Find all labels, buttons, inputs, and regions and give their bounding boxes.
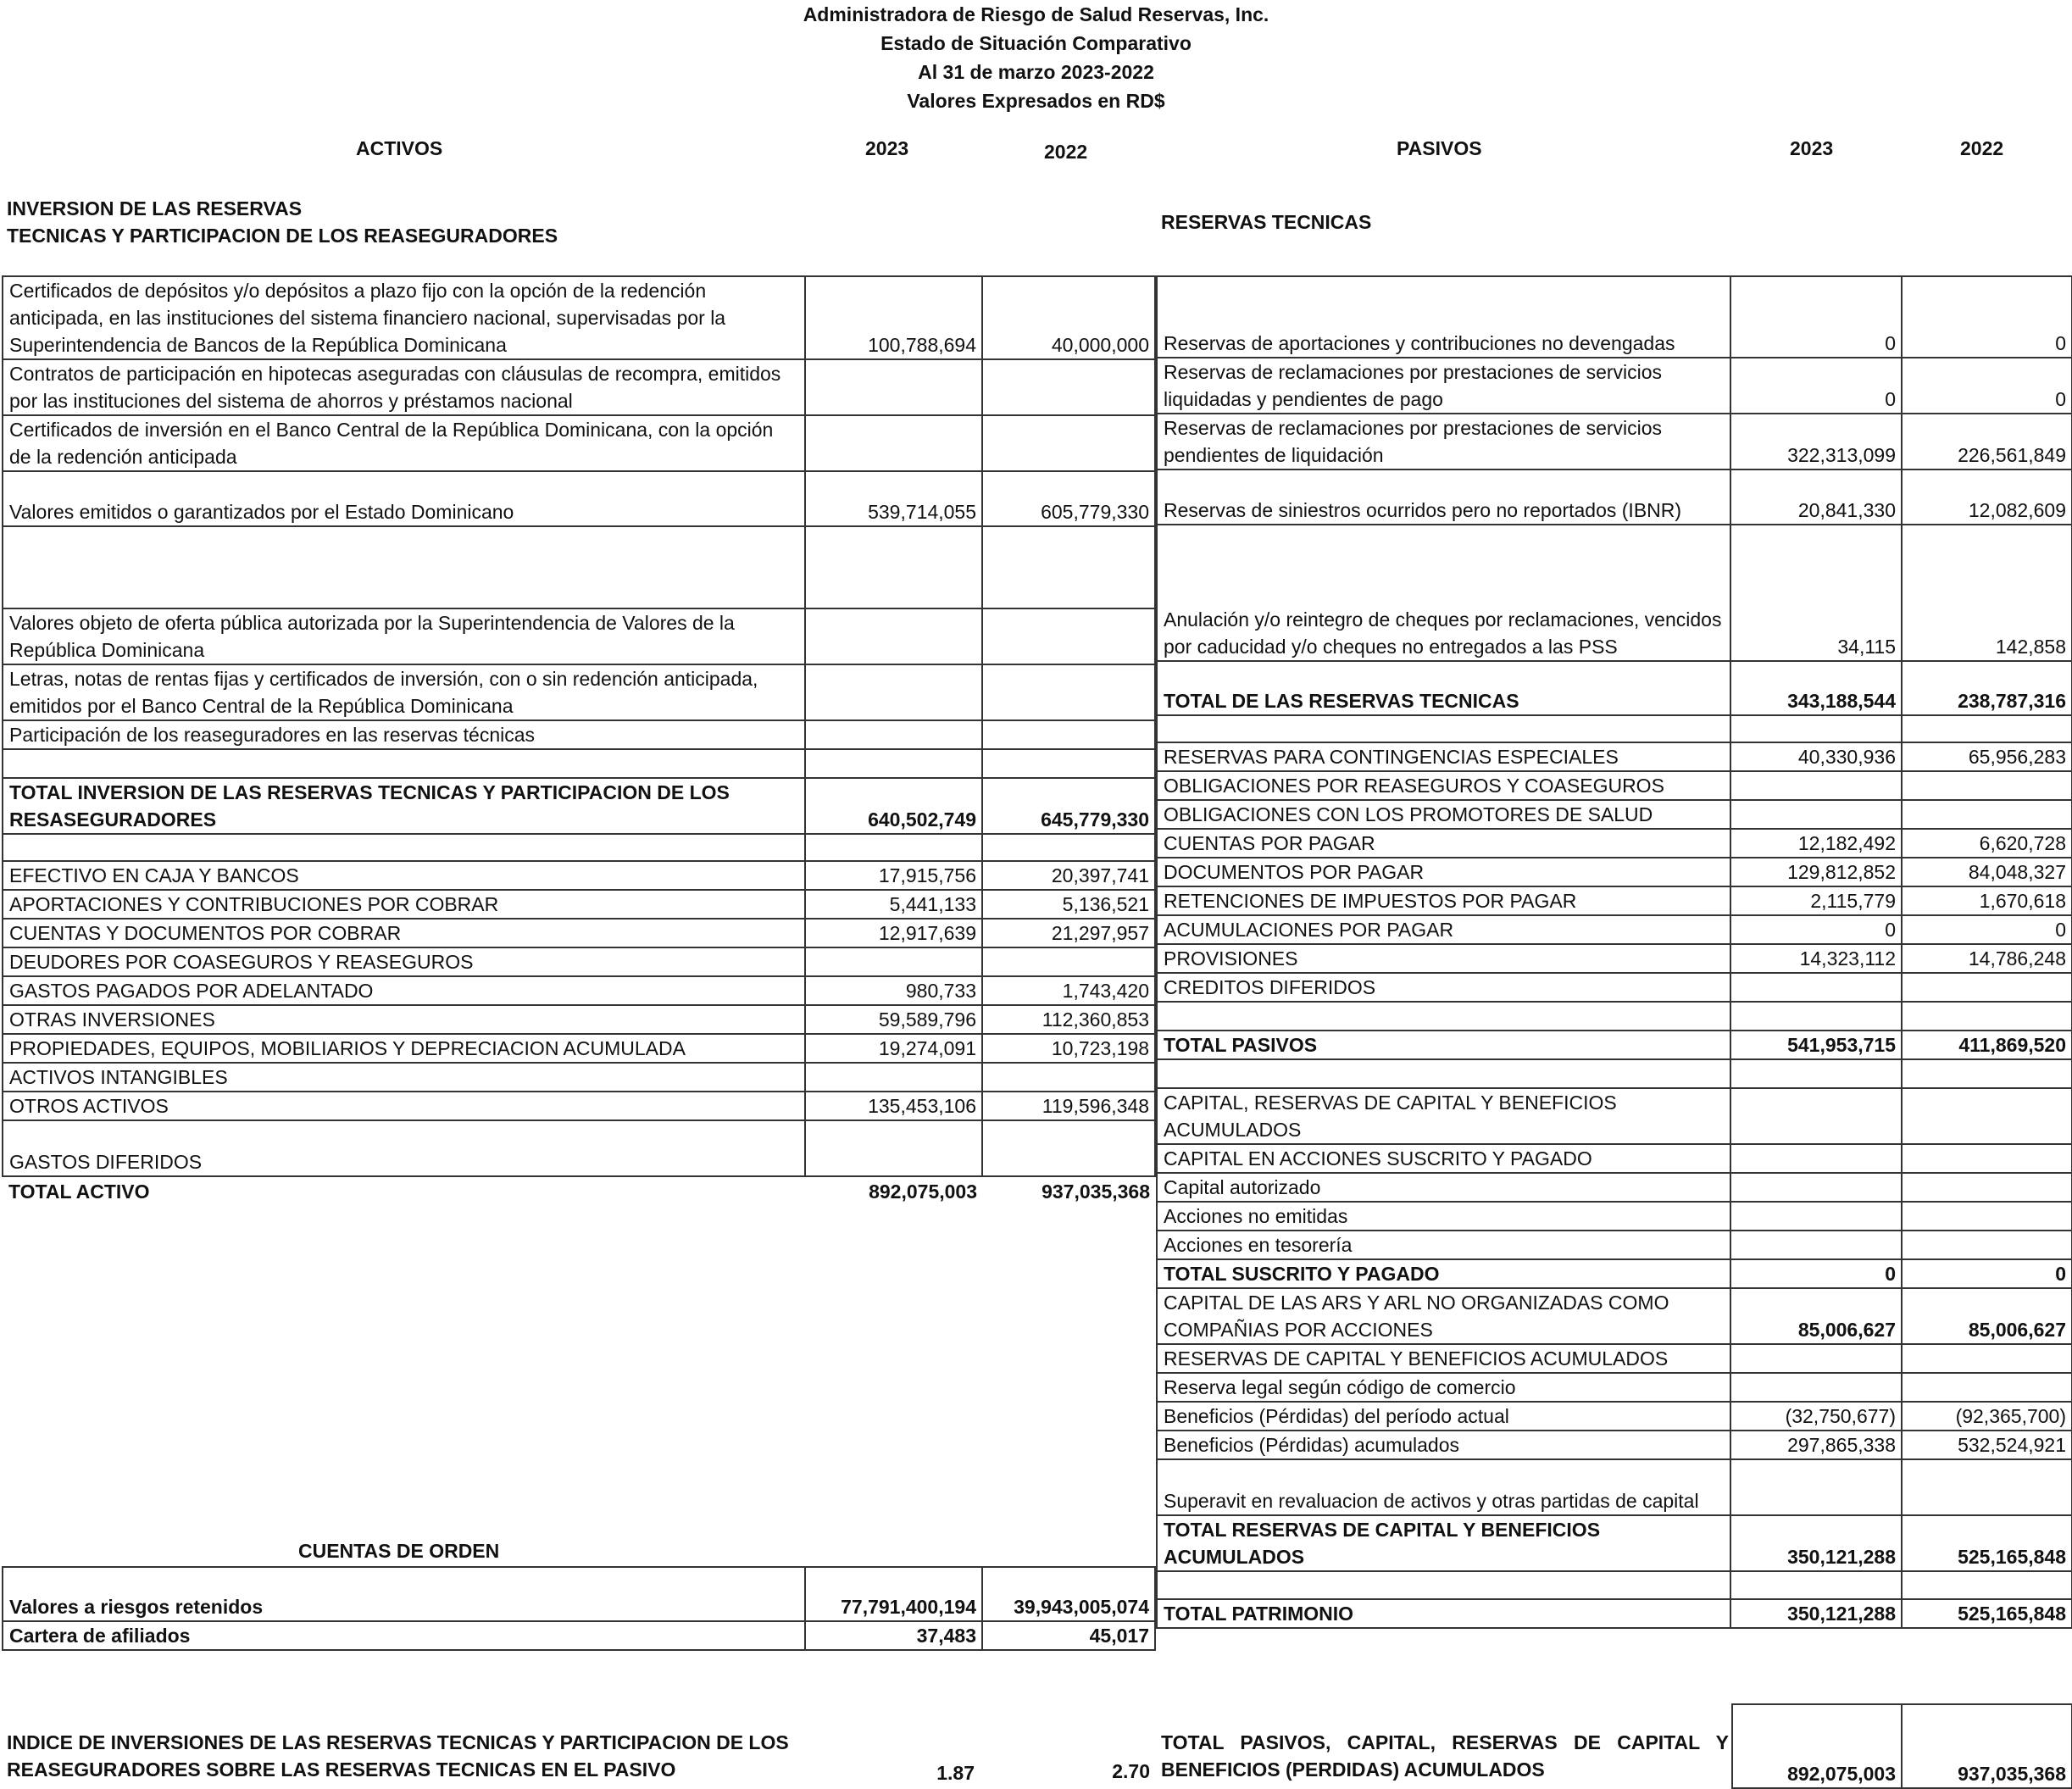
liability-label: Acciones en tesorería — [1157, 1231, 1730, 1259]
liability-value-2022 — [1902, 800, 2072, 829]
asset-value-2023: 980,733 — [805, 976, 982, 1005]
liability-value-2023: 0 — [1730, 1259, 1902, 1288]
liability-row — [1157, 973, 2072, 1002]
asset-value-2023 — [805, 359, 982, 415]
liability-value-2023: 350,121,288 — [1730, 1515, 1902, 1571]
asset-row — [3, 1005, 1155, 1034]
liabilities-column-header: PASIVOS — [1397, 137, 1482, 159]
liability-row — [1157, 276, 2072, 358]
liability-label: Capital autorizado — [1157, 1173, 1730, 1202]
liability-row — [1157, 1059, 2072, 1088]
liability-label: Reservas de siniestros ocurridos pero no reportados (IBNR) — [1157, 469, 1730, 525]
asset-row — [3, 749, 1155, 778]
total-liabilities-equity-2023: 892,075,003 — [1732, 1704, 1902, 1788]
asset-value-2022 — [982, 526, 1155, 608]
liability-value-2023 — [1730, 1059, 1902, 1088]
asset-label: TOTAL ACTIVO — [8, 1181, 150, 1203]
asset-label: Valores objeto de oferta pública autorizada por la Superintendencia de Valores de la República Dominicana — [3, 608, 805, 664]
asset-value-2023 — [805, 1120, 982, 1176]
liability-label: CAPITAL, RESERVAS DE CAPITAL Y BENEFICIOS ACUMULADOS — [1157, 1088, 1730, 1144]
liability-value-2023: 40,330,936 — [1730, 742, 1902, 771]
liability-value-2022: 14,786,248 — [1902, 944, 2072, 973]
asset-value-2022 — [982, 947, 1155, 976]
asset-label: Certificados de depósitos y/o depósitos a plazo fijo con la opción de la redención anticipada, en las instituciones del sistema financiero nacional, supervisadas por la Superintendencia de Bancos de la República Dominicana — [3, 276, 805, 359]
liability-value-2023 — [1730, 1144, 1902, 1173]
asset-row — [3, 1034, 1155, 1063]
liability-value-2023: 12,182,492 — [1730, 829, 1902, 858]
company-name: Administradora de Riesgo de Salud Reservas, Inc. — [803, 3, 1269, 25]
liability-value-2022: 411,869,520 — [1902, 1031, 2072, 1059]
orden-value-2022: 39,943,005,074 — [982, 1567, 1155, 1621]
asset-value-2023: 17,915,756 — [805, 861, 982, 890]
liability-value-2022: (92,365,700) — [1902, 1402, 2072, 1431]
liability-label: CREDITOS DIFERIDOS — [1157, 973, 1730, 1002]
liability-label — [1157, 1002, 1730, 1031]
liability-label: PROVISIONES — [1157, 944, 1730, 973]
asset-value-2023: 892,075,003 — [869, 1181, 977, 1203]
asset-row — [3, 834, 1155, 861]
liability-value-2022: 525,165,848 — [1902, 1599, 2072, 1628]
report-header — [0, 0, 2072, 115]
liability-row — [1157, 715, 2072, 742]
liability-value-2023: 0 — [1730, 358, 1902, 414]
liability-value-2023: 297,865,338 — [1730, 1431, 1902, 1459]
asset-value-2023: 640,502,749 — [805, 778, 982, 834]
asset-label: TOTAL INVERSION DE LAS RESERVAS TECNICAS Y PARTICIPACION DE LOS RESASEGURADORES — [3, 778, 805, 834]
asset-value-2023 — [805, 834, 982, 861]
index-label: INDICE DE INVERSIONES DE LAS RESERVAS TECNICAS Y PARTICIPACION DE LOS REASEGURADORES SOBRE LAS RESERVAS TECNICAS EN EL PASIVO — [7, 1731, 789, 1781]
asset-label: EFECTIVO EN CAJA Y BANCOS — [3, 861, 805, 890]
liability-value-2023: 20,841,330 — [1730, 469, 1902, 525]
liability-row — [1157, 742, 2072, 771]
liability-row — [1157, 1402, 2072, 1431]
liability-row — [1157, 1571, 2072, 1599]
liability-value-2023 — [1730, 1344, 1902, 1373]
liability-label: RESERVAS PARA CONTINGENCIAS ESPECIALES — [1157, 742, 1730, 771]
asset-row — [3, 1176, 1155, 1205]
asset-label: Letras, notas de rentas fijas y certificados de inversión, con o sin redención anticipada, emitidos por el Banco Central de la República Dominicana — [3, 664, 805, 720]
asset-value-2022: 937,035,368 — [1042, 1181, 1150, 1203]
asset-label: OTROS ACTIVOS — [3, 1092, 805, 1120]
asset-value-2022: 645,779,330 — [982, 778, 1155, 834]
liability-row — [1157, 1144, 2072, 1173]
asset-value-2023: 100,788,694 — [805, 276, 982, 359]
liability-value-2023: 541,953,715 — [1730, 1031, 1902, 1059]
report-date: Al 31 de marzo 2023-2022 — [918, 61, 1154, 83]
liability-label: Reservas de reclamaciones por prestaciones de servicios liquidadas y pendientes de pago — [1157, 358, 1730, 414]
asset-label — [3, 526, 805, 608]
liability-row — [1157, 944, 2072, 973]
liability-value-2022: 0 — [1902, 1259, 2072, 1288]
asset-value-2023 — [805, 1063, 982, 1092]
liability-value-2022: 238,787,316 — [1902, 661, 2072, 715]
liability-value-2023: 2,115,779 — [1730, 886, 1902, 915]
orden-row — [3, 1567, 1155, 1621]
asset-value-2022 — [982, 415, 1155, 471]
liability-label: Reserva legal según código de comercio — [1157, 1373, 1730, 1402]
asset-row — [3, 415, 1155, 471]
liability-value-2022 — [1902, 1173, 2072, 1202]
asset-label: Participación de los reaseguradores en las reservas técnicas — [3, 720, 805, 749]
liability-value-2022: 0 — [1902, 358, 2072, 414]
asset-value-2022 — [982, 359, 1155, 415]
liability-label: Reservas de reclamaciones por prestaciones de servicios pendientes de liquidación — [1157, 414, 1730, 469]
liability-label: TOTAL PASIVOS — [1157, 1031, 1730, 1059]
liability-value-2023: 322,313,099 — [1730, 414, 1902, 469]
asset-row — [3, 1092, 1155, 1120]
liability-label: ACUMULACIONES POR PAGAR — [1157, 915, 1730, 944]
orden-value-2023: 37,483 — [805, 1621, 982, 1650]
liability-row — [1157, 1599, 2072, 1628]
asset-row — [3, 1063, 1155, 1092]
asset-row — [3, 359, 1155, 415]
asset-row — [3, 861, 1155, 890]
asset-value-2023: 19,274,091 — [805, 1034, 982, 1063]
asset-row — [3, 526, 1155, 608]
asset-row — [3, 608, 1155, 664]
cuentas-orden-title: CUENTAS DE ORDEN — [298, 1540, 500, 1562]
liability-row — [1157, 1088, 2072, 1144]
asset-value-2022 — [982, 834, 1155, 861]
liability-value-2023: 14,323,112 — [1730, 944, 1902, 973]
liability-row — [1157, 829, 2072, 858]
liability-value-2023 — [1730, 973, 1902, 1002]
asset-row — [3, 664, 1155, 720]
asset-value-2022: 119,596,348 — [982, 1092, 1155, 1120]
asset-label: Valores emitidos o garantizados por el Estado Dominicano — [3, 471, 805, 526]
asset-value-2022 — [982, 1063, 1155, 1092]
liability-label: CAPITAL DE LAS ARS Y ARL NO ORGANIZADAS COMO COMPAÑIAS POR ACCIONES — [1157, 1288, 1730, 1344]
asset-label: OTRAS INVERSIONES — [3, 1005, 805, 1034]
asset-row — [3, 890, 1155, 919]
liability-value-2022 — [1902, 1202, 2072, 1231]
liability-row — [1157, 358, 2072, 414]
asset-value-2022: 5,136,521 — [982, 890, 1155, 919]
asset-value-2022: 605,779,330 — [982, 471, 1155, 526]
liability-value-2022 — [1902, 1459, 2072, 1515]
orden-value-2022: 45,017 — [982, 1621, 1155, 1650]
liability-row — [1157, 661, 2072, 715]
liability-label: Beneficios (Pérdidas) acumulados — [1157, 1431, 1730, 1459]
liability-value-2023: 0 — [1730, 915, 1902, 944]
liability-label: TOTAL PATRIMONIO — [1157, 1599, 1730, 1628]
asset-label: DEUDORES POR COASEGUROS Y REASEGUROS — [3, 947, 805, 976]
liability-value-2022: 84,048,327 — [1902, 858, 2072, 886]
report-currency: Valores Expresados en RD$ — [907, 90, 1165, 112]
liability-value-2023: 85,006,627 — [1730, 1288, 1902, 1344]
liability-label: Anulación y/o reintegro de cheques por reclamaciones, vencidos por caducidad y/o cheques no entregados a las PSS — [1157, 525, 1730, 661]
liability-label: DOCUMENTOS POR PAGAR — [1157, 858, 1730, 886]
left-section-title-1: INVERSION DE LAS RESERVAS — [7, 197, 303, 219]
liability-value-2022: 0 — [1902, 276, 2072, 358]
asset-label — [3, 834, 805, 861]
asset-row — [3, 778, 1155, 834]
liability-value-2022 — [1902, 1344, 2072, 1373]
left-section-title-2: TECNICAS Y PARTICIPACION DE LOS REASEGURADORES — [7, 225, 558, 247]
liability-value-2023: 129,812,852 — [1730, 858, 1902, 886]
asset-value-2022: 112,360,853 — [982, 1005, 1155, 1034]
total-liabilities-equity-2022: 937,035,368 — [1902, 1704, 2072, 1788]
liability-value-2022: 65,956,283 — [1902, 742, 2072, 771]
liability-value-2022: 0 — [1902, 915, 2072, 944]
asset-value-2023: 135,453,106 — [805, 1092, 982, 1120]
liability-value-2022: 12,082,609 — [1902, 469, 2072, 525]
asset-label: PROPIEDADES, EQUIPOS, MOBILIARIOS Y DEPRECIACION ACUMULADA — [3, 1034, 805, 1063]
asset-row — [3, 976, 1155, 1005]
liability-value-2023 — [1730, 1088, 1902, 1144]
liability-value-2022 — [1902, 973, 2072, 1002]
liability-row — [1157, 1431, 2072, 1459]
liability-row — [1157, 414, 2072, 469]
asset-value-2023: 5,441,133 — [805, 890, 982, 919]
liability-row — [1157, 771, 2072, 800]
asset-value-2023 — [805, 608, 982, 664]
asset-value-2023 — [805, 947, 982, 976]
liability-row — [1157, 1173, 2072, 1202]
liability-row — [1157, 1344, 2072, 1373]
liability-label: OBLIGACIONES CON LOS PROMOTORES DE SALUD — [1157, 800, 1730, 829]
liability-value-2023 — [1730, 800, 1902, 829]
liability-label: OBLIGACIONES POR REASEGUROS Y COASEGUROS — [1157, 771, 1730, 800]
asset-label: ACTIVOS INTANGIBLES — [3, 1063, 805, 1092]
orden-label: Valores a riesgos retenidos — [3, 1567, 805, 1621]
liabilities-2022-header: 2022 — [1960, 137, 2004, 159]
liability-value-2022 — [1902, 1144, 2072, 1173]
liability-row — [1157, 800, 2072, 829]
liability-value-2023 — [1730, 771, 1902, 800]
assets-2022-header: 2022 — [1044, 141, 1088, 163]
asset-value-2022 — [982, 608, 1155, 664]
liability-value-2022: 525,165,848 — [1902, 1515, 2072, 1571]
asset-label: Contratos de participación en hipotecas aseguradas con cláusulas de recompra, emitidos por las instituciones del sistema de ahorros y préstamos nacional — [3, 359, 805, 415]
index-2023: 1.87 — [936, 1762, 975, 1784]
asset-row — [3, 947, 1155, 976]
orden-value-2023: 77,791,400,194 — [805, 1567, 982, 1621]
asset-value-2022 — [982, 720, 1155, 749]
liability-label — [1157, 715, 1730, 742]
liability-value-2023 — [1730, 1459, 1902, 1515]
liability-row — [1157, 858, 2072, 886]
liability-label: TOTAL RESERVAS DE CAPITAL Y BENEFICIOS ACUMULADOS — [1157, 1515, 1730, 1571]
asset-value-2022: 21,297,957 — [982, 919, 1155, 947]
asset-value-2022 — [982, 1120, 1155, 1176]
liability-value-2023 — [1730, 1202, 1902, 1231]
liability-value-2023 — [1730, 715, 1902, 742]
liability-row — [1157, 1259, 2072, 1288]
liability-value-2022 — [1902, 1231, 2072, 1259]
liability-row — [1157, 1231, 2072, 1259]
liability-row — [1157, 1459, 2072, 1515]
liabilities-2023-header: 2023 — [1790, 137, 1834, 159]
liability-label: Superavit en revaluacion de activos y otras partidas de capital — [1157, 1459, 1730, 1515]
liability-label: RETENCIONES DE IMPUESTOS POR PAGAR — [1157, 886, 1730, 915]
asset-label: GASTOS PAGADOS POR ADELANTADO — [3, 976, 805, 1005]
asset-row — [3, 919, 1155, 947]
liability-value-2022 — [1902, 771, 2072, 800]
asset-value-2022 — [982, 664, 1155, 720]
asset-value-2022: 1,743,420 — [982, 976, 1155, 1005]
liability-value-2022 — [1902, 1002, 2072, 1031]
asset-value-2023 — [805, 526, 982, 608]
liability-label: RESERVAS DE CAPITAL Y BENEFICIOS ACUMULADOS — [1157, 1344, 1730, 1373]
liability-label — [1157, 1059, 1730, 1088]
asset-label: CUENTAS Y DOCUMENTOS POR COBRAR — [3, 919, 805, 947]
orden-label: Cartera de afiliados — [3, 1621, 805, 1650]
liability-value-2023 — [1730, 1173, 1902, 1202]
liability-value-2022: 226,561,849 — [1902, 414, 2072, 469]
asset-value-2022 — [982, 749, 1155, 778]
liability-value-2023 — [1730, 1231, 1902, 1259]
liability-row — [1157, 1288, 2072, 1344]
orden-row — [3, 1621, 1155, 1650]
liability-value-2022: 532,524,921 — [1902, 1431, 2072, 1459]
liability-row — [1157, 1031, 2072, 1059]
liability-row — [1157, 1202, 2072, 1231]
assets-column-header: ACTIVOS — [356, 137, 443, 159]
liability-label: TOTAL DE LAS RESERVAS TECNICAS — [1157, 661, 1730, 715]
liability-value-2023: 350,121,288 — [1730, 1599, 1902, 1628]
asset-value-2022: 40,000,000 — [982, 276, 1155, 359]
index-2022: 2.70 — [1112, 1760, 1150, 1782]
liability-value-2022 — [1902, 1059, 2072, 1088]
liability-value-2023 — [1730, 1002, 1902, 1031]
liability-row — [1157, 1002, 2072, 1031]
liability-value-2022: 6,620,728 — [1902, 829, 2072, 858]
total-liabilities-equity-label: TOTAL PASIVOS, CAPITAL, RESERVAS DE CAPITAL Y BENEFICIOS (PERDIDAS) ACUMULADOS — [1161, 1731, 1729, 1781]
liability-value-2023 — [1730, 1373, 1902, 1402]
liability-label: Reservas de aportaciones y contribuciones no devengadas — [1157, 276, 1730, 358]
liability-value-2023: 343,188,544 — [1730, 661, 1902, 715]
asset-row — [3, 276, 1155, 359]
liability-label: CAPITAL EN ACCIONES SUSCRITO Y PAGADO — [1157, 1144, 1730, 1173]
assets-2023-header: 2023 — [865, 137, 909, 159]
liability-value-2022: 1,670,618 — [1902, 886, 2072, 915]
asset-value-2023 — [805, 664, 982, 720]
liability-value-2023: 0 — [1730, 276, 1902, 358]
asset-row — [3, 720, 1155, 749]
assets-table — [2, 275, 1156, 1205]
asset-value-2023: 59,589,796 — [805, 1005, 982, 1034]
liability-value-2022 — [1902, 1088, 2072, 1144]
asset-label: Certificados de inversión en el Banco Central de la República Dominicana, con la opción de la redención anticipada — [3, 415, 805, 471]
liability-row — [1157, 886, 2072, 915]
asset-value-2023 — [805, 720, 982, 749]
liabilities-table — [1156, 275, 2072, 1629]
liability-value-2022: 142,858 — [1902, 525, 2072, 661]
liability-row — [1157, 525, 2072, 661]
right-section-title: RESERVAS TECNICAS — [1161, 211, 1372, 233]
liability-value-2023 — [1730, 1571, 1902, 1599]
asset-row — [3, 471, 1155, 526]
liability-label: Beneficios (Pérdidas) del período actual — [1157, 1402, 1730, 1431]
asset-label: GASTOS DIFERIDOS — [3, 1120, 805, 1176]
cuentas-orden-table — [2, 1566, 1156, 1651]
liability-label — [1157, 1571, 1730, 1599]
liability-value-2022: 85,006,627 — [1902, 1288, 2072, 1344]
liability-value-2023: 34,115 — [1730, 525, 1902, 661]
asset-value-2023: 12,917,639 — [805, 919, 982, 947]
liability-value-2023: (32,750,677) — [1730, 1402, 1902, 1431]
liability-row — [1157, 1373, 2072, 1402]
liability-label: TOTAL SUSCRITO Y PAGADO — [1157, 1259, 1730, 1288]
asset-value-2022: 10,723,198 — [982, 1034, 1155, 1063]
liability-row — [1157, 915, 2072, 944]
liability-value-2022 — [1902, 1571, 2072, 1599]
liability-label: Acciones no emitidas — [1157, 1202, 1730, 1231]
liability-label: CUENTAS POR PAGAR — [1157, 829, 1730, 858]
asset-value-2023: 539,714,055 — [805, 471, 982, 526]
asset-label: APORTACIONES Y CONTRIBUCIONES POR COBRAR — [3, 890, 805, 919]
asset-value-2023 — [805, 415, 982, 471]
asset-value-2023 — [805, 749, 982, 778]
asset-label — [3, 749, 805, 778]
liability-value-2022 — [1902, 1373, 2072, 1402]
asset-value-2022: 20,397,741 — [982, 861, 1155, 890]
liability-value-2022 — [1902, 715, 2072, 742]
liability-row — [1157, 1515, 2072, 1571]
asset-row — [3, 1120, 1155, 1176]
liability-row — [1157, 469, 2072, 525]
report-title: Estado de Situación Comparativo — [880, 32, 1192, 54]
total-liabilities-equity-box — [1731, 1703, 2072, 1789]
